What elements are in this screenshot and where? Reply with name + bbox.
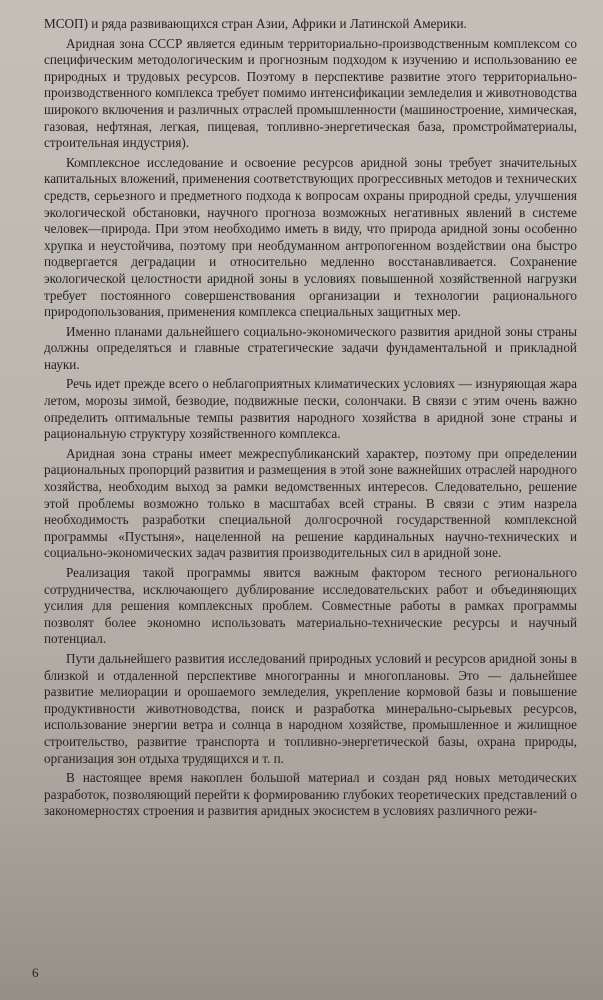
paragraph-1: МСОП) и ряда развивающихся стран Азии, Африки и Латинской Америки. xyxy=(44,16,467,31)
page-number: 6 xyxy=(32,965,39,980)
paragraph-3: Комплексное исследование и освоение ресурсов аридной зоны требует значительных капитальных вложений, применения соответствующих прогрессивных методов и технических средств, серьезного и предметного подхода к вопросам охраны природной среды, улучшения экологической обстановки, научного прогноза возможных негативных явлений в системе человек—природа. При этом необходимо иметь в виду, что природа аридной зоны особенно хрупка и неустойчива, поэтому при необдуманном антропогенном воздействии она быстро подвергается деградации и относительно медленно восстанавливается. Сохранение экологической целостности аридной зоны в условиях повышенной хозяйственной нагрузки требует постоянного совершенствования организации и технологии рационального природопользования, применения комплекса специальных защитных мер. xyxy=(44,154,577,320)
paragraph-2: Аридная зона СССР является единым территориально-производственным комплексом со специфическим методологическим и прогнозным подходом к изучению и использованию ее природных и трудовых ресурсов. Поэтому в перспективе развитие этого территориально-производственного комплекса требует помимо интенсификации земледелия и животноводства широкого включения и различных отраслей промышленности (машиностроение, химическая, газовая, нефтяная, легкая, пищевая, топливно-энергетическая база, промстройматериалы, строительная индустрия). xyxy=(44,35,577,151)
paragraph-4: Именно планами дальнейшего социально-экономического развития аридной зоны страны должны определяться и главные стратегические задачи фундаментальной и прикладной науки. xyxy=(44,323,577,372)
paragraph-6: Аридная зона страны имеет межреспубликанский характер, поэтому при определении рациональных пропорций развития и размещения в этой зоне важнейших отраслей народного хозяйства, необходим выход за рамки ведомственных интересов. Следовательно, решение этой проблемы возможно только в масштабах всей страны. В связи с этим назрела необходимость разработки специальной долгосрочной государственной комплексной программы «Пустыня», нацеленной на решение кардинальных научно-технических и социально-экономических задач развития производительных сил в аридной зоне. xyxy=(44,445,577,561)
paragraph-5: Речь идет прежде всего о неблагоприятных климатических условиях — изнуряющая жара летом, морозы зимой, безводие, подвижные пески, солончаки. В связи с этим очень важно определить оптимальные темпы развития народного хозяйства в аридной зоне страны и рациональную структуру хозяйственного комплекса. xyxy=(44,376,577,442)
body-text xyxy=(44,16,577,820)
paragraph-8: Пути дальнейшего развития исследований природных условий и ресурсов аридной зоны в близкой и отдаленной перспективе многогранны и многоплановы. Это — дальнейшее развитие мелиорации и орошаемого земледелия, укрепление кормовой базы и повышение продуктивности животноводства, поиск и разработка минерально-сырьевых ресурсов, использование энергии ветра и солнца в народном хозяйстве, промышленное и жилищное строительство, развитие транспорта и топливно-энергетической базы, охрана природы, организация зон отдыха трудящихся и т. п. xyxy=(44,650,577,766)
paragraph-7: Реализация такой программы явится важным фактором тесного регионального сотрудничества, исключающего дублирование исследовательских работ и объединяющих усилия для решения комплексных проблем. Совместные работы в рамках программы позволят более экономно использовать материально-технические ресурсы и научный потенциал. xyxy=(44,565,577,647)
paragraph-9: В настоящее время накоплен большой материал и создан ряд новых методических разработок, позволяющий перейти к формированию глубоких теоретических представлений о закономерностях строения и развития аридных экосистем в условиях различного режи- xyxy=(44,770,577,819)
